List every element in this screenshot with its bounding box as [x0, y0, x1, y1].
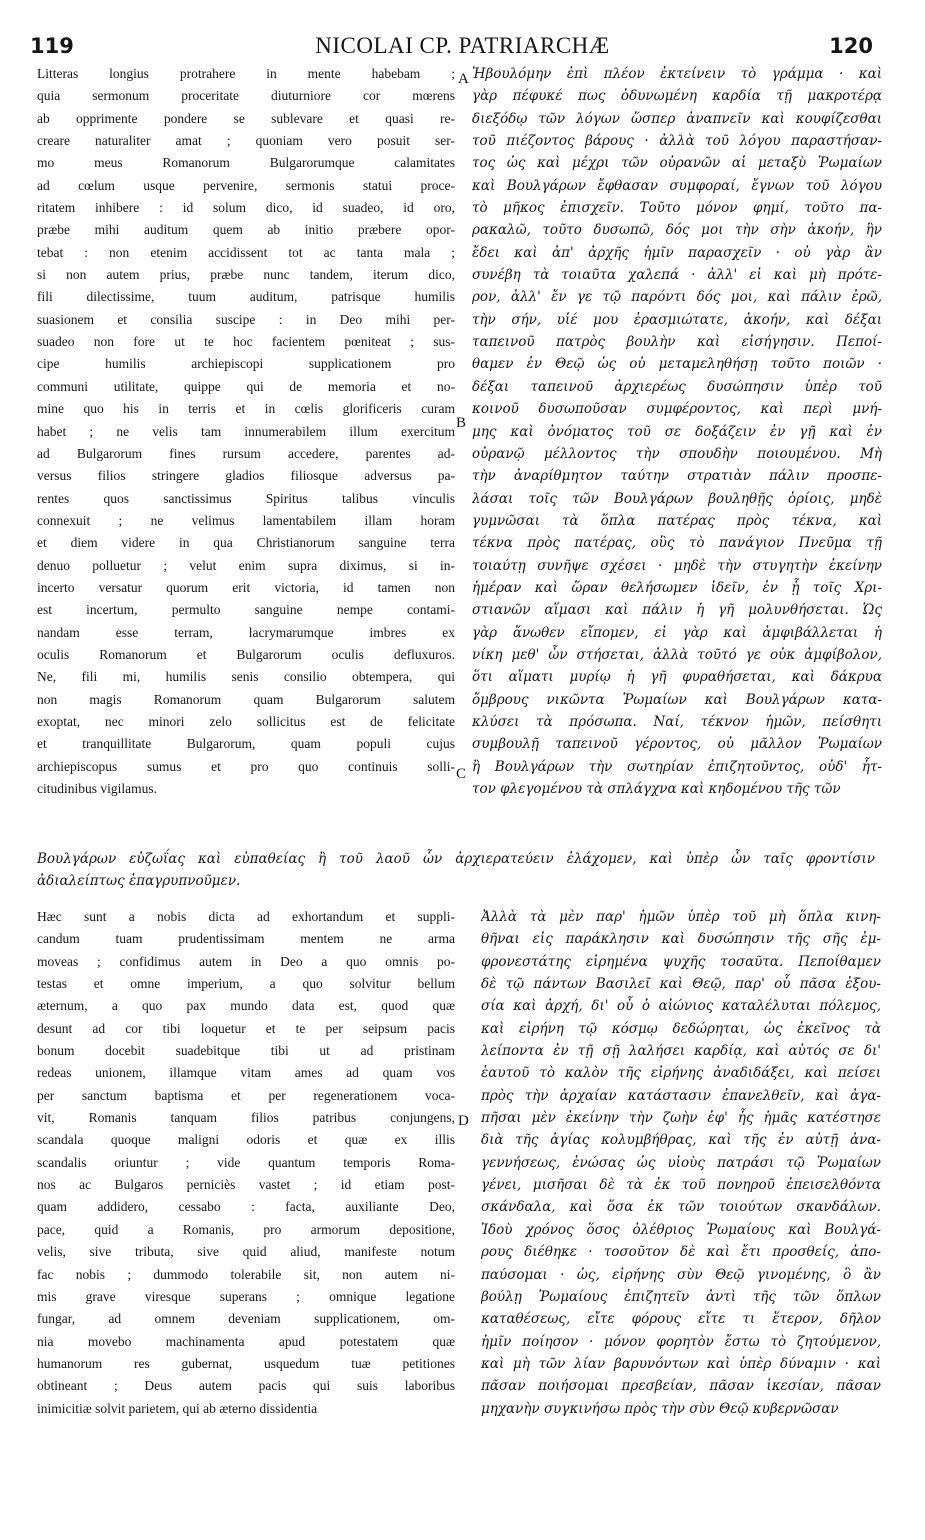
text-line: versus filios stringere gladios filiosque adversus pa-: [37, 468, 455, 484]
margin-marker-b: B: [456, 415, 467, 431]
text-line: ρον, ἀλλ' ἔν γε τῷ παρόντι δός μοι, καὶ πάλιν ἐρῶ,: [472, 289, 882, 306]
text-line: γεννήσεως, ἑνώσας ὡς υἱοὺς πατράσι τῷ Ῥωμαίων: [481, 1154, 881, 1171]
text-line: ἔδει καὶ ἀπ' ἀρχῆς ἡμῖν παρασχεῖν · οὐ γὰρ ἂν: [472, 244, 882, 261]
margin-marker-a: A: [458, 71, 469, 87]
text-line: nos ac Bulgaros perniciès vastet ; id etiam post-: [37, 1177, 455, 1193]
text-line: nandam esse terram, lacrymarumque imbres ex: [37, 624, 455, 640]
text-line: per sanctum baptisma et per regenerationem voca-: [37, 1087, 455, 1103]
text-line: denuo polluetur ; velut enim supra diximus, si in-: [37, 557, 455, 573]
text-line: γὰρ ἄνωθεν εἴπομεν, εἰ γὰρ καὶ ἀμφιβάλλεται ἡ: [472, 624, 882, 641]
text-line: νίκη μεθ' ὧν στήσεται, ἀλλὰ τοῦτό γε οὐκ ἀμφίβολον,: [472, 646, 882, 663]
page-number-left: 119: [30, 34, 74, 58]
text-line: τὴν σήν, υἱέ μου ἐρασμιώτατε, ἀκοήν, καὶ δέξαι: [472, 311, 882, 328]
text-line: mine quo his in terris et in cœlis glorificeris curam: [37, 401, 455, 417]
text-line: θαμεν ἐν Θεῷ ὡς οὐ μεταμεληθήσῃ τοῦτο ποιῶν ·: [472, 356, 882, 373]
text-line: habet ; ne velis tam innumerabilem illum exercitum: [37, 423, 455, 439]
greek-full-width-block: [37, 848, 875, 893]
latin-column-1: [37, 63, 455, 800]
text-line: λείποντα ἐν τῇ σῇ λαλήσει καρδίᾳ, καὶ αὐτός σε δι': [481, 1043, 881, 1060]
text-line: καὶ εἰρήνη τῷ κόσμῳ δεδώρηται, ὡς ἐκεῖνος τὰ: [481, 1020, 881, 1037]
text-line: rentes quos sanctissimus Spiritus talibus vinculis: [37, 490, 455, 506]
greek-column-1: [472, 63, 882, 800]
latin-column-2: [37, 906, 455, 1420]
text-line: citudinibus vigilamus.: [37, 781, 157, 796]
text-line: non magis Romanorum quam Bulgarorum salutem: [37, 691, 455, 707]
text-line: ἢ Βουλγάρων τὴν σωτηρίαν ἐπιζητοῦντος, οὐδ' ἧτ-: [472, 758, 882, 775]
text-line: διὰ τῆς ἁγίας κολυμβήθρας, καὶ τῆς ἐν αὐτῇ ἀνα-: [481, 1132, 881, 1149]
text-line: κλύσει τὰ πρόσωπα. Ναί, τέκνον ἡμῶν, πείσθητι: [472, 713, 882, 730]
text-line: quam addidero, cessabo : facta, auxiliante Deo,: [37, 1199, 455, 1215]
text-line: δέξαι ταπεινοῦ ἀρχιερέως δυσώπησιν ὑπὲρ τοῦ: [472, 378, 882, 395]
text-line: στιανῶν αἵμασι καὶ πάλιν ἡ γῆ μολυνθήσεται. Ὡς: [472, 602, 882, 619]
text-line: σκάνδαλα, καὶ ὅσα ἐκ τῶν τοιούτων σκανδάλων.: [481, 1199, 881, 1216]
text-line: ὄμβρους νικῶντα Ῥωμαίων καὶ Βουλγάρων κατα-: [472, 691, 882, 708]
text-line: candum tuam prudentissimam mentem ne arma: [37, 931, 455, 947]
text-line: fac nobis ; dummodo tolerabile sit, non autem ni-: [37, 1266, 455, 1282]
text-line: scandala quoque maligni odoris et quæ ex illis: [37, 1132, 455, 1148]
text-line: exoptat, nec minori zelo sollicitus est de felicitate: [37, 713, 455, 729]
text-line: καὶ Βουλγάρων ἔφθασαν συμφοραί, ἔγνων τοῦ λόγου: [472, 177, 882, 194]
text-line: archiepiscopus sumus et pro quo continuis solli-: [37, 758, 455, 774]
text-line: ἀδιαλείπτως ἐπαγρυπνοῦμεν.: [37, 873, 241, 890]
text-line: παύσομαι · ὡς, εἰρήνης σὺν Θεῷ γινομένης, ὃ ἂν: [481, 1266, 881, 1283]
text-line: ab opprimente pondere se sublevare et quasi re-: [37, 110, 455, 126]
text-line: Ne, fili mi, humilis senis consilio obtempera, qui: [37, 669, 455, 685]
text-line: Ἀλλὰ τὰ μὲν παρ' ἡμῶν ὑπὲρ τοῦ μὴ ὅπλα κινη-: [481, 909, 881, 925]
text-line: velis, sive tributa, sive quid aliud, manifeste notum: [37, 1244, 455, 1260]
page-title: NICOLAI CP. PATRIARCHÆ: [315, 33, 610, 58]
text-line: τον φλεγομένου τὰ σπλάγχνα καὶ κηδομένου τῆς τῶν: [472, 781, 841, 797]
text-line: πᾶσαν ποιήσομαι πρεσβείαν, πᾶσαν ἱκεσίαν, πᾶσαν: [481, 1378, 881, 1395]
text-line: συμβουλῇ ταπεινοῦ γέροντος, οὐ μᾶλλον Ῥωμαίων: [472, 736, 882, 753]
text-line: τὴν ἀναρίθμητον ταύτην στρατιὰν πάλιν προσπε-: [472, 468, 882, 485]
text-line: μης καὶ ὀνόματος τοῦ σε δοξάζειν ἐν γῇ καὶ ἐν: [472, 423, 882, 440]
text-line: πῆσαι μὲν ἐκείνην τὴν ζωὴν ἐφ' ἧς ἡμᾶς κατέστησε: [481, 1110, 881, 1127]
text-line: καὶ μὴ τῶν λίαν βαρυνόντων καὶ ὑπὲρ δύναμιν · καὶ: [481, 1355, 881, 1372]
text-line: συνέβη τὰ τοιαῦτα χαλεπά · ἀλλ' εἰ καὶ μὴ πρότε-: [472, 267, 882, 284]
text-line: οὐρανῷ μέλλοντος τὴν σπουδὴν ποιουμένου. Μὴ: [472, 445, 882, 462]
text-line: ad cœlum usque pervenire, sermonis statui proce-: [37, 177, 455, 193]
text-line: ἡμέραν καὶ ὥραν θελήσωμεν ἰδεῖν, ἐν ᾗ τοῖς Χρι-: [472, 579, 882, 596]
margin-marker-c: C: [456, 766, 467, 782]
text-line: Ἰδοὺ χρόνος ὅσος ὀλέθριος Ῥωμαίους καὶ Βουλγά-: [481, 1221, 881, 1238]
text-line: humanorum res gubernat, usquedum tuæ petitiones: [37, 1355, 455, 1371]
text-line: æternum, a quo pax mundo data est, quod quæ: [37, 998, 455, 1014]
text-line: ad Bulgarorum fines rursum accedere, parentes ad-: [37, 445, 455, 461]
text-line: connexuit ; ne velimus lamentabilem illam horam: [37, 512, 455, 528]
text-line: λάσαι τοῖς τῶν Βουλγάρων βουληθῇς ὁρίοις, μηδὲ: [472, 490, 882, 507]
text-line: τὸ μῆκος ἐπισχεῖν. Τοῦτο μόνον φημί, τοῦτο πα-: [472, 200, 882, 217]
text-line: moveas ; confidimus autem in Deo a quo omnis po-: [37, 953, 455, 969]
text-line: θῆναι εἰς παράκλησιν καὶ δυσώπησιν τῆς σῆς ἐμ-: [481, 931, 881, 948]
text-line: τέκνα πρὸς πατέρας, οὓς τὸ πανάγιον Πνεῦμα τῇ: [472, 535, 882, 552]
text-line: et tranquillitate Bulgarorum, quam populi cujus: [37, 736, 455, 752]
text-line: redeas unionem, illamque vitam ames ad quam vos: [37, 1065, 455, 1081]
text-line: ritatem inhibere : id solum dico, id suadeo, id oro,: [37, 200, 455, 216]
text-line: desunt ad cor tibi loquetur et te per seipsum pacis: [37, 1020, 455, 1036]
text-line: si non autem prius, præbe nunc tandem, iterum dico,: [37, 267, 455, 283]
text-line: inimicitiæ solvit parietem, qui ab æterno dissidentia: [37, 1400, 318, 1416]
text-line: κοινοῦ δυσωποῦσαν συμφέροντος, καὶ περὶ μνή-: [472, 401, 882, 418]
text-line: βούλῃ Ῥωμαίους ἐπιζητεῖν ἀντὶ τῆς τῶν ὅπλων: [481, 1288, 881, 1305]
text-line: fili dilectissime, tuum auditum, patrisque humilis: [37, 289, 455, 305]
text-line: communi utilitate, quippe qui de memoria et no-: [37, 378, 455, 394]
text-line: ἑαυτοῦ τὸ καλὸν τῆς εἰρήνης ἀναδιδάξει, καὶ πείσει: [481, 1065, 881, 1082]
text-line: obtineant ; Deus autem pacis qui suis laboribus: [37, 1378, 455, 1394]
margin-marker-d: D: [458, 1113, 469, 1129]
text-line: γὰρ πέφυκέ πως ὀδυνωμένη καρδία τῇ μακροτέρᾳ: [472, 88, 882, 105]
text-line: vit, Romanis tanquam filios patribus conjungens,: [37, 1110, 455, 1126]
text-line: ρους διέθηκε · τοσοῦτον δὲ καὶ ἔτι προσθείς, ἀπο-: [481, 1244, 881, 1261]
text-line: ὅτι αἵματι μυρίῳ ἡ γῆ φυραθήσεται, καὶ δάκρυα: [472, 669, 882, 686]
text-line: πρὸς τὴν ἀρχαίαν κατάστασιν ἐπανελθεῖν, καὶ ἀγα-: [481, 1087, 881, 1104]
text-line: mo meus Romanorum Bulgarorumque calamitates: [37, 155, 455, 171]
text-line: τοῦ πιέζοντος βάρους · ἀλλὰ τοῦ λόγου παραστήσαν-: [472, 133, 882, 150]
text-line: fungar, ad omnem deveniam supplicationem, om-: [37, 1311, 455, 1327]
text-line: τος ὡς καὶ μέχρι τῶν οὐρανῶν αἱ μεταξὺ Ῥωμαίων: [472, 155, 882, 172]
text-line: ἡμῖν ποίησον · μόνον φορητὸν ἔστω τὸ ζητούμενον,: [481, 1333, 881, 1350]
text-line: tebat : non etenim accidissent tot ac tanta mala ;: [37, 244, 455, 260]
text-line: incerto versatur quorum erit victoria, id tamen non: [37, 579, 455, 595]
text-line: mis grave viresque superans ; omnique legatione: [37, 1288, 455, 1304]
text-line: γένει, μισῆσαι δὲ τὰ ἐκ τοῦ πονηροῦ ἐπεισελθόντα: [481, 1177, 881, 1194]
text-line: σία καὶ ἀρχή, δι' οὗ ὁ αἰώνιος καταλέλυται πόλεμος,: [481, 998, 881, 1015]
text-line: Hæc sunt a nobis dicta ad exhortandum et suppli-: [37, 909, 455, 924]
text-line: scandalis oriuntur ; vide quantum temporis Roma-: [37, 1154, 455, 1170]
text-line: καταθέσεως, εἴτε φόρους εἴτε τι ἕτερον, δῆλον: [481, 1311, 881, 1328]
text-line: nia movebo machinamenta apud potestatem quæ: [37, 1333, 455, 1349]
text-line: suadeo non fore ut te hoc facientem pœniteat ; sus-: [37, 334, 455, 350]
text-line: creare naturaliter amat ; quoniam vero posuit ser-: [37, 133, 455, 149]
text-line: bonum docebit suadebitque tibi ut ad pristinam: [37, 1043, 455, 1059]
text-line: Ἠβουλόμην ἐπὶ πλέον ἐκτείνειν τὸ γράμμα · καὶ: [472, 66, 882, 82]
text-line: μηχανὴν συγκινήσω πρὸς τὴν σὺν Θεῷ κυβερνῶσαν: [481, 1400, 839, 1417]
text-line: ρακαλῶ, τοῦτο δυσωπῶ, δός μοι τὴν σὴν ἀκοήν, ἣν: [472, 222, 882, 239]
text-line: præbe mihi auditum quem ab initio præbere opor-: [37, 222, 455, 238]
text-line: pace, quid a Romanis, pro armorum depositione,: [37, 1221, 455, 1237]
text-line: quia sermonum proceritate diuturniore cor mœrens: [37, 88, 455, 104]
text-line: est incertum, permulto sanguine nempe contami-: [37, 602, 455, 618]
text-line: oculis Romanorum et Bulgarorum oculis defluxuros.: [37, 646, 455, 662]
text-line: et diem videre in qua Christianorum sanguine terra: [37, 535, 455, 551]
text-line: Βουλγάρων εὐζωΐας καὶ εὐπαθείας ἢ τοῦ λαοῦ ὧν ἀρχιερατεύειν ἐλάχομεν, καὶ ὑπὲρ ὧν ταῖς φροντίσιν: [37, 851, 875, 867]
running-head: [0, 32, 925, 62]
text-line: cipe humilis archiepiscopi supplicationem pro: [37, 356, 455, 372]
text-line: suasionem et consilia suscipe : in Deo mihi per-: [37, 311, 455, 327]
text-line: testas et omne imperium, a quo solvitur bellum: [37, 976, 455, 992]
text-line: δὲ τῷ πάντων Βασιλεῖ καὶ Θεῷ, παρ' οὗ πᾶσα ἐξου-: [481, 976, 881, 993]
text-line: διεξόδῳ τῶν λόγων ὥσπερ ἀναπνεῖν καὶ κουφίζεσθαι: [472, 110, 882, 127]
text-line: ταπεινοῦ πατρὸς βουλὴν καὶ εἰσήγησιν. Πεποί-: [472, 334, 882, 351]
greek-column-2: [481, 906, 881, 1420]
text-line: γυμνῶσαι τὰ ὅπλα πατέρας πρὸς τέκνα, καὶ: [472, 512, 882, 529]
text-line: τοιαύτῃ συνῆψε σχέσει · μηδὲ τὴν στυγητὴν ἐκείνην: [472, 557, 882, 574]
page-number-right: 120: [829, 34, 873, 58]
text-line: Litteras longius protrahere in mente habebam ;: [37, 66, 455, 81]
text-line: φρονεστάτης εἰρημένα ψυχῆς τοσαῦτα. Πεποίθαμεν: [481, 953, 881, 970]
